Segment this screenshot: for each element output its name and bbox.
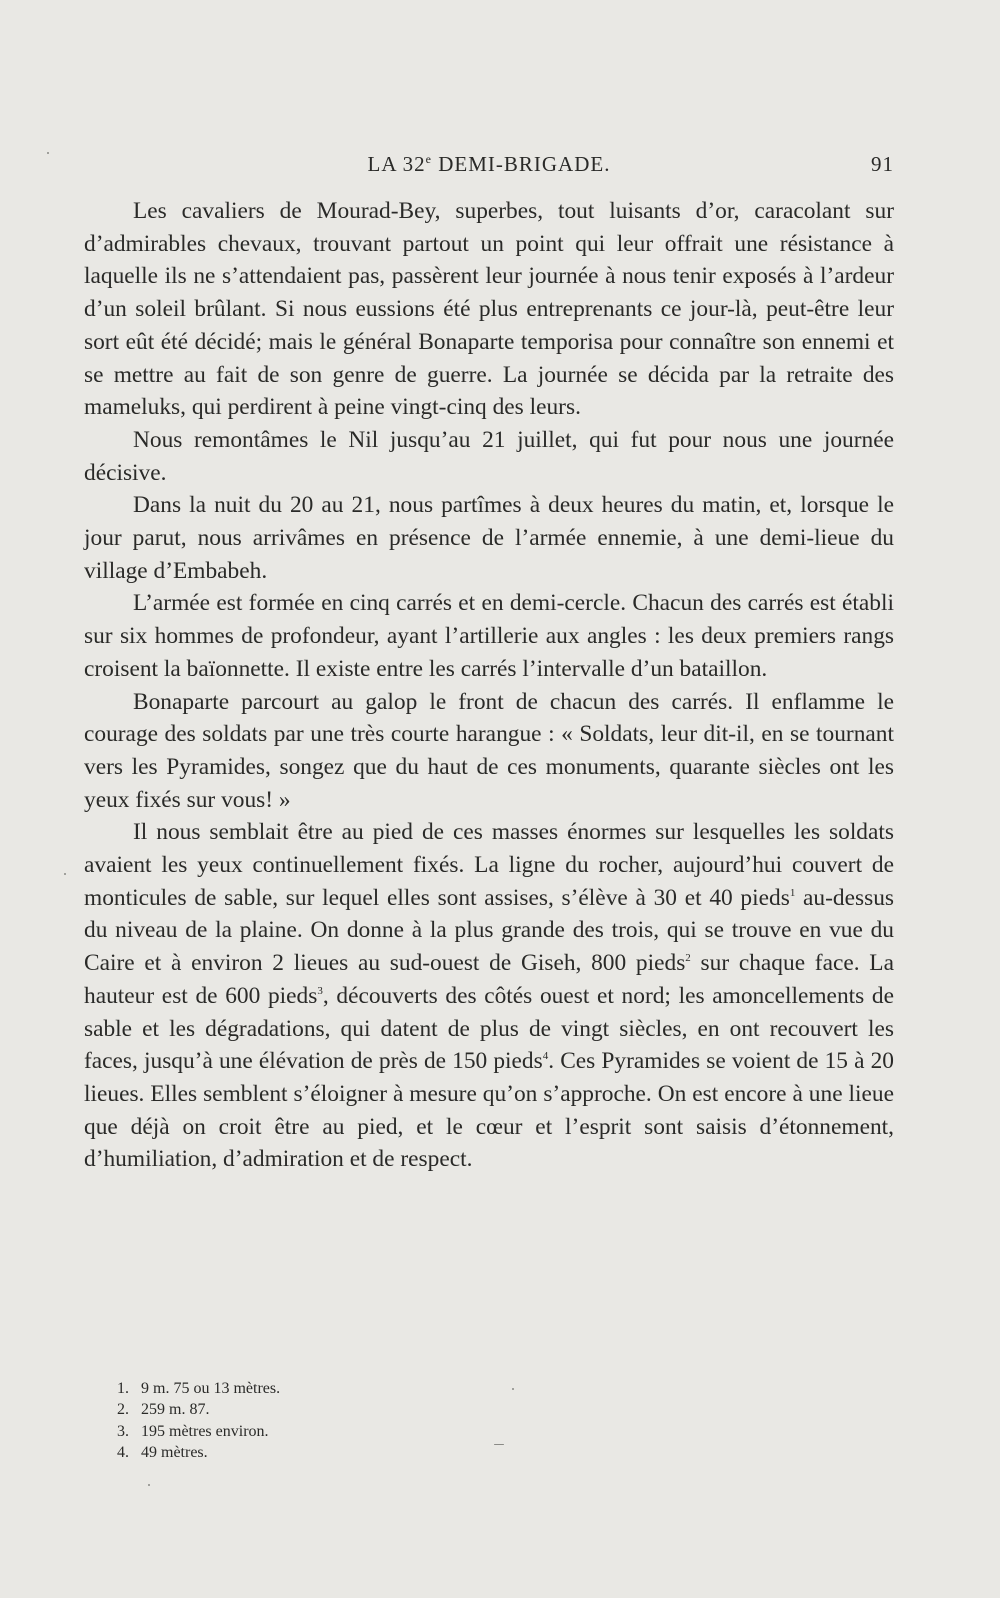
footnote-number: 4. bbox=[117, 1443, 129, 1461]
footnote-text: 259 m. 87. bbox=[141, 1401, 210, 1419]
running-title-superscript: e bbox=[425, 152, 432, 166]
page-number: 91 bbox=[871, 152, 894, 176]
paragraph-text: , découverts des côtés ouest et nord; les amoncellements de sable et les dégradations, qui datent de plus de vingt siècles, en ont recouvert les faces, jusqu’à une élévation de près de 150 pieds bbox=[84, 982, 894, 1075]
paragraph-text: Les cavaliers de Mourad-Bey, superbes, tout luisants d’or, caracolant sur d’admirables chevaux, trouvant partout un point qui leur offrait une résistance à laquelle ils ne s’attendaient pas, passèrent leur journée à nous tenir exposés à l’ardeur d’un soleil brûlant. Si nous eussions été plus entreprenants ce jour-là, peut-être leur sort eût été décidé; mais le général Bonaparte temporisa pour connaître son ennemi et se mettre au fait de son genre de guerre. La journée se décida par la retraite des mameluks, qui perdirent à peine vingt-cinq des leurs. bbox=[84, 198, 894, 421]
paragraph-text: sur chaque face. La hauteur est de 600 pieds bbox=[84, 950, 894, 1009]
footnote-number: 3. bbox=[117, 1422, 129, 1440]
paragraph bbox=[84, 489, 894, 587]
paragraph-text: Nous remontâmes le Nil jusqu’au 21 juillet, qui fut pour nous une journée décisive. bbox=[84, 426, 894, 486]
paper-speck bbox=[148, 1484, 150, 1486]
paper-speck bbox=[64, 873, 66, 875]
paragraph bbox=[84, 587, 894, 685]
footnotes bbox=[117, 1378, 517, 1463]
body-text bbox=[84, 195, 894, 1176]
footnote-number: 1. bbox=[117, 1380, 129, 1397]
footnote-number: 2. bbox=[117, 1401, 129, 1419]
footnote-reference[interactable]: 3 bbox=[317, 984, 323, 997]
footnote bbox=[117, 1378, 517, 1399]
paragraph bbox=[84, 686, 894, 817]
paragraph-text: . Ces Pyramides se voient de 15 à 20 lieues. Elles semblent s’éloigner à mesure qu’on s’approche. On est encore à une lieue que déjà on croit être au pied, et le cœur et l’esprit sont saisis d’étonnement, d’humiliation, d’admiration et de respect. bbox=[84, 1048, 895, 1173]
paper-speck bbox=[512, 1388, 514, 1390]
footnote-reference[interactable]: 1 bbox=[789, 886, 796, 899]
paper-speck bbox=[494, 1444, 504, 1445]
running-head bbox=[84, 152, 894, 182]
running-title bbox=[84, 152, 894, 177]
paragraph-text: Il nous semblait être au pied de ces masses énormes sur lesquelles les soldats avaient les yeux continuellement fixés. La ligne du rocher, aujourd’hui couvert de monticules de sable, sur lequel elles sont assises, s’élève à 30 et 40 pieds bbox=[84, 819, 894, 911]
paragraph-text: Dans la nuit du 20 au 21, nous partîmes à deux heures du matin, et, lorsque le jour parut, nous arrivâmes en présence de l’armée ennemie, à une demi-lieue du village d’Embabeh. bbox=[84, 492, 894, 584]
footnote bbox=[117, 1421, 517, 1442]
footnote bbox=[117, 1399, 517, 1420]
paragraph bbox=[84, 195, 894, 424]
footnote-text: 195 mètres environ. bbox=[141, 1422, 269, 1440]
running-title-suffix: DEMI-BRIGADE. bbox=[431, 152, 611, 176]
paragraph-text: au-dessus du niveau de la plaine. On donne à la plus grande des trois, qui se trouve en vue du Caire et à environ 2 lieues au sud-ouest de Giseh, 800 pieds bbox=[84, 884, 894, 977]
paragraph bbox=[84, 816, 894, 1176]
paragraph-text: L’armée est formée en cinq carrés et en demi-cercle. Chacun des carrés est établi sur six hommes de profondeur, ayant l’artillerie aux angles : les deux premiers rangs croisent la baïonnette. Il existe entre les carrés l’intervalle d’un bataillon. bbox=[84, 590, 894, 682]
paper-speck bbox=[47, 152, 49, 154]
paragraph-text: Bonaparte parcourt au galop le front de chacun des carrés. Il enflamme le courage des soldats par une très courte harangue : « Soldats, leur dit-il, en se tournant vers les Pyramides, songez que du haut de ces monuments, quarante siècles ont les yeux fixés sur vous! » bbox=[84, 688, 894, 813]
footnote-text: 9 m. 75 ou 13 mètres. bbox=[141, 1380, 281, 1397]
footnote-text: 49 mètres. bbox=[141, 1443, 208, 1461]
footnote bbox=[117, 1442, 517, 1463]
footnote-reference[interactable]: 2 bbox=[685, 952, 691, 965]
footnote-reference[interactable]: 4 bbox=[542, 1050, 549, 1063]
running-title-prefix: LA 32 bbox=[367, 152, 426, 176]
paragraph bbox=[84, 424, 894, 489]
